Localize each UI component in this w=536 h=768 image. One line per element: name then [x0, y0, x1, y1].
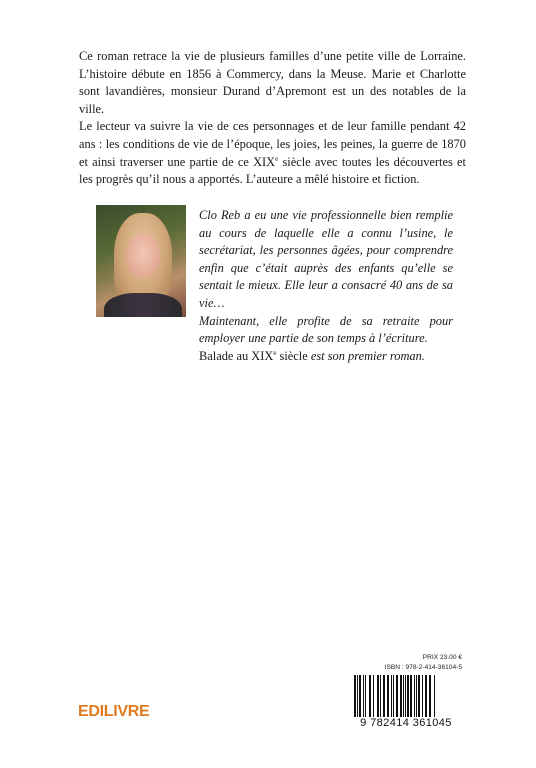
summary-text-a: Le lecteur va suivre la vie de ces personnages et de leur famille pendant 42 ans : les conditions de vie de l’époque, les joies, les peines, la guerre de 1870 et ainsi traverser une partie de ce XIX	[79, 119, 466, 169]
price-label: PRIX 23.00 €	[422, 654, 462, 661]
price-info	[385, 653, 462, 673]
century-superscript: e	[273, 348, 277, 357]
bio-paragraph-2: Maintenant, elle profite de sa retraite pour employer une partie de son temps à l’écriture.	[199, 313, 453, 346]
summary-text-b: siècle avec toutes les découvertes et les progrès qu’il nous a apportés. L’auteure a mêlé histoire et fiction.	[79, 154, 466, 187]
barcode-number: 9 782414 361045	[350, 717, 462, 729]
bio-closing: est son premier roman.	[307, 348, 425, 363]
author-bio	[199, 207, 453, 365]
book-summary	[79, 48, 466, 189]
barcode	[350, 675, 462, 740]
summary-paragraph-1: Ce roman retrace la vie de plusieurs familles d’une petite ville de Lorraine. L’histoire débute en 1856 à Commercy, dans la Meuse. Marie et Charlotte sont lavandières, monsieur Durand d’Apremont est un des notables de la ville.	[79, 49, 466, 116]
book-title-end: siècle	[276, 348, 308, 363]
century-superscript: e	[275, 154, 279, 163]
book-title: Balade au XIX	[199, 348, 274, 363]
bio-paragraph-3	[199, 348, 453, 366]
publisher-logo: EDILIVRE	[78, 703, 150, 720]
isbn-label: ISBN : 978-2-414-36104-5	[384, 664, 462, 671]
summary-paragraph-2	[79, 118, 466, 188]
bio-paragraph-1: Clo Reb a eu une vie professionnelle bien remplie au cours de laquelle elle a connu l’usine, le secrétariat, les personnes âgées, pour comprendre enfin que c’était auprès des enfants qu’elle se sentait le mieux. Elle leur a consacré 40 ans de sa vie…	[199, 208, 453, 310]
author-photo	[96, 205, 186, 317]
